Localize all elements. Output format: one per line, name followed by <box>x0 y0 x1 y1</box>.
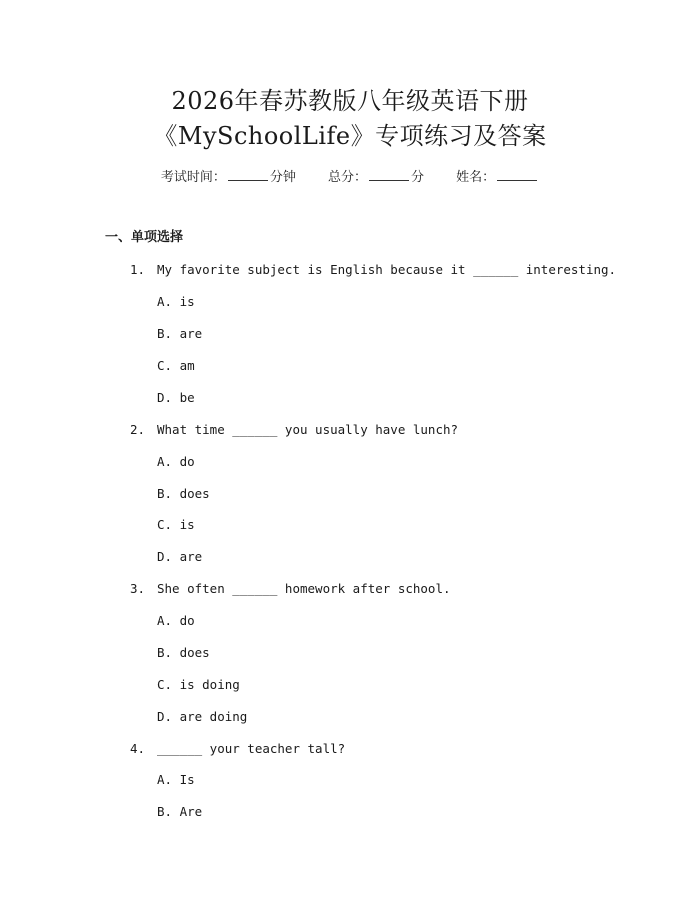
exam-time-blank <box>228 168 268 181</box>
option-item: C. is doing <box>157 677 240 692</box>
exam-time-label: 考试时间： <box>160 170 226 185</box>
option-item: D. are <box>157 549 203 564</box>
document-title-line-1: 2026年春苏教版八年级英语下册 <box>171 87 529 115</box>
option-item: A. do <box>157 454 195 469</box>
total-score-field <box>328 168 424 187</box>
document-title-line-2: 《MySchoolLife》专项练习及答案 <box>153 122 547 150</box>
name-label: 姓名： <box>456 170 496 185</box>
option-item: D. are doing <box>157 709 248 724</box>
exam-time-field <box>161 168 296 187</box>
option-item: C. am <box>157 358 195 373</box>
option-item: A. do <box>157 613 195 628</box>
question-4 <box>130 740 345 758</box>
option-item: B. Are <box>157 804 203 819</box>
question-3 <box>130 580 451 598</box>
question-text: What time ______ you usually have lunch? <box>157 422 459 437</box>
option-item: B. does <box>157 486 210 501</box>
question-text: My favorite subject is English because it ______ interesting. <box>157 262 617 277</box>
option-item: A. is <box>157 294 195 309</box>
question-text: ______ your teacher tall? <box>157 741 346 756</box>
total-score-label: 总分： <box>327 170 367 185</box>
question-number: 1. <box>130 262 146 277</box>
option-item: C. is <box>157 517 195 532</box>
option-item: B. are <box>157 326 203 341</box>
question-text: She often ______ homework after school. <box>157 581 451 596</box>
section-title-single-choice: 一、单项选择 <box>105 230 184 245</box>
question-2 <box>130 421 458 439</box>
option-item: D. be <box>157 390 195 405</box>
question-number: 2. <box>130 422 146 437</box>
exam-time-unit: 分钟 <box>269 170 296 185</box>
name-field <box>456 168 539 187</box>
question-number: 3. <box>130 581 146 596</box>
option-item: B. does <box>157 645 210 660</box>
total-score-blank <box>369 168 409 181</box>
question-number: 4. <box>130 741 146 756</box>
name-blank <box>497 168 537 181</box>
exam-info-line <box>0 168 700 187</box>
option-item: A. Is <box>157 772 195 787</box>
question-1 <box>130 261 616 279</box>
total-score-unit: 分 <box>411 170 425 185</box>
